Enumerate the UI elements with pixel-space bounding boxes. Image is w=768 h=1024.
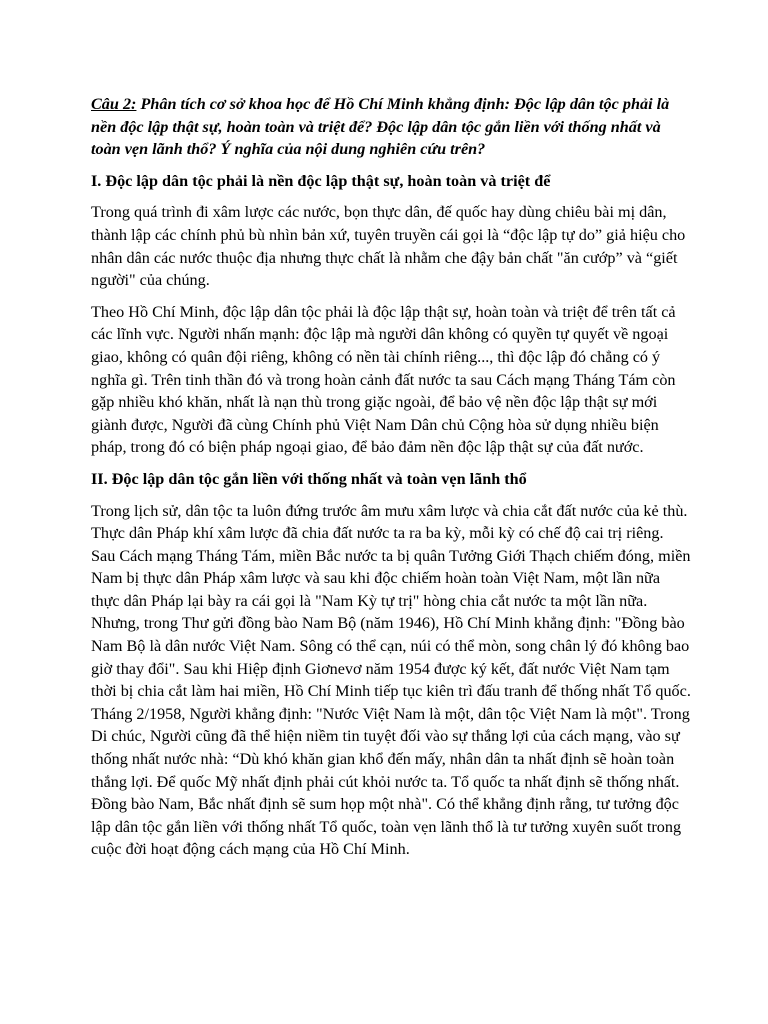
question-label: Câu 2: bbox=[91, 95, 137, 113]
section-1-heading: I. Độc lập dân tộc phải là nền độc lập thật sự, hoàn toàn và triệt để bbox=[91, 171, 551, 190]
question-text: Phân tích cơ sở khoa học để Hồ Chí Minh khẳng định: Độc lập dân tộc phải là nền độc lập thật sự, hoàn toàn và triệt để? Độc lập dân tộc gắn liền với thống nhất và toàn vẹn lãnh thổ? Ý nghĩa của nội dung nghiên cứu trên? bbox=[91, 95, 670, 159]
section-1-paragraph-2: Theo Hồ Chí Minh, độc lập dân tộc phải là độc lập thật sự, hoàn toàn và triệt để trên tất cả các lĩnh vực. Người nhấn mạnh: độc lập mà người dân không có quyền tự quyết về ngoại giao, không có quân đội riêng, không có nền tài chính riêng..., thì độc lập đó chẳng có ý nghĩa gì. Trên tinh thần đó và trong hoàn cảnh đất nước ta sau Cách mạng Tháng Tám còn gặp nhiều khó khăn, nhất là nạn thù trong giặc ngoài, để bảo vệ nền độc lập thật sự mới giành được, Người đã cùng Chính phủ Việt Nam Dân chủ Cộng hòa sử dụng nhiều biện pháp, trong đó có biện pháp ngoại giao, để bảo đảm nền độc lập thật sự của đất nước. bbox=[91, 302, 676, 457]
section-2-paragraph-1: Trong lịch sử, dân tộc ta luôn đứng trước âm mưu xâm lược và chia cắt đất nước của kẻ thù. Thực dân Pháp khí xâm lược đã chia đất nước ta ra ba kỳ, mỗi kỳ có chế độ cai trị riêng. Sau Cách mạng Tháng Tám, miền Bắc nước ta bị quân Tưởng Giới Thạch chiếm đóng, miền Nam bị thực dân Pháp xâm lược và sau khi độc chiếm hoàn toàn Việt Nam, một lần nữa thực dân Pháp lại bày ra cái gọi là "Nam Kỳ tự trị" hòng chia cắt nước ta một lần nữa. Nhưng, trong Thư gửi đồng bào Nam Bộ (năm 1946), Hồ Chí Minh khẳng định: "Đồng bào Nam Bộ là dân nước Việt Nam. Sông có thể cạn, núi có thể mòn, song chân lý đó không bao giờ thay đổi". Sau khi Hiệp định Giơnevơ năm 1954 được ký kết, đất nước Việt Nam tạm thời bị chia cắt làm hai miền, Hồ Chí Minh tiếp tục kiên trì đấu tranh để thống nhất Tổ quốc. Tháng 2/1958, Người khẳng định: "Nước Việt Nam là một, dân tộc Việt Nam là một". Trong Di chúc, Người cũng đã thể hiện niềm tin tuyệt đối vào sự thắng lợi của cách mạng, vào sự thống nhất nước nhà: “Dù khó khăn gian khổ đến mấy, nhân dân ta nhất định sẽ hoàn toàn thắng lợi. Để quốc Mỹ nhất định phải cút khỏi nước ta. Tổ quốc ta nhất định sẽ thống nhất. Đồng bào Nam, Bắc nhất định sẽ sum họp một nhà". Có thể khẳng định rằng, tư tưởng độc lập dân tộc gắn liền với thống nhất Tổ quốc, toàn vẹn lãnh thổ là tư tưởng xuyên suốt trong cuộc đời hoạt động cách mạng của Hồ Chí Minh. bbox=[91, 501, 691, 859]
section-2-heading: II. Độc lập dân tộc gắn liền với thống nhất và toàn vẹn lãnh thổ bbox=[91, 469, 527, 488]
document-page bbox=[91, 93, 691, 870]
question-block bbox=[91, 93, 691, 161]
section-1-paragraph-1: Trong quá trình đi xâm lược các nước, bọn thực dân, đế quốc hay dùng chiêu bài mị dân, thành lập các chính phủ bù nhìn bản xứ, tuyên truyền cái gọi là “độc lập tự do” giả hiệu cho nhân dân các nước thuộc địa nhưng thực chất là nhằm che đậy bản chất "ăn cướp” và “giết người" của chúng. bbox=[91, 203, 686, 290]
